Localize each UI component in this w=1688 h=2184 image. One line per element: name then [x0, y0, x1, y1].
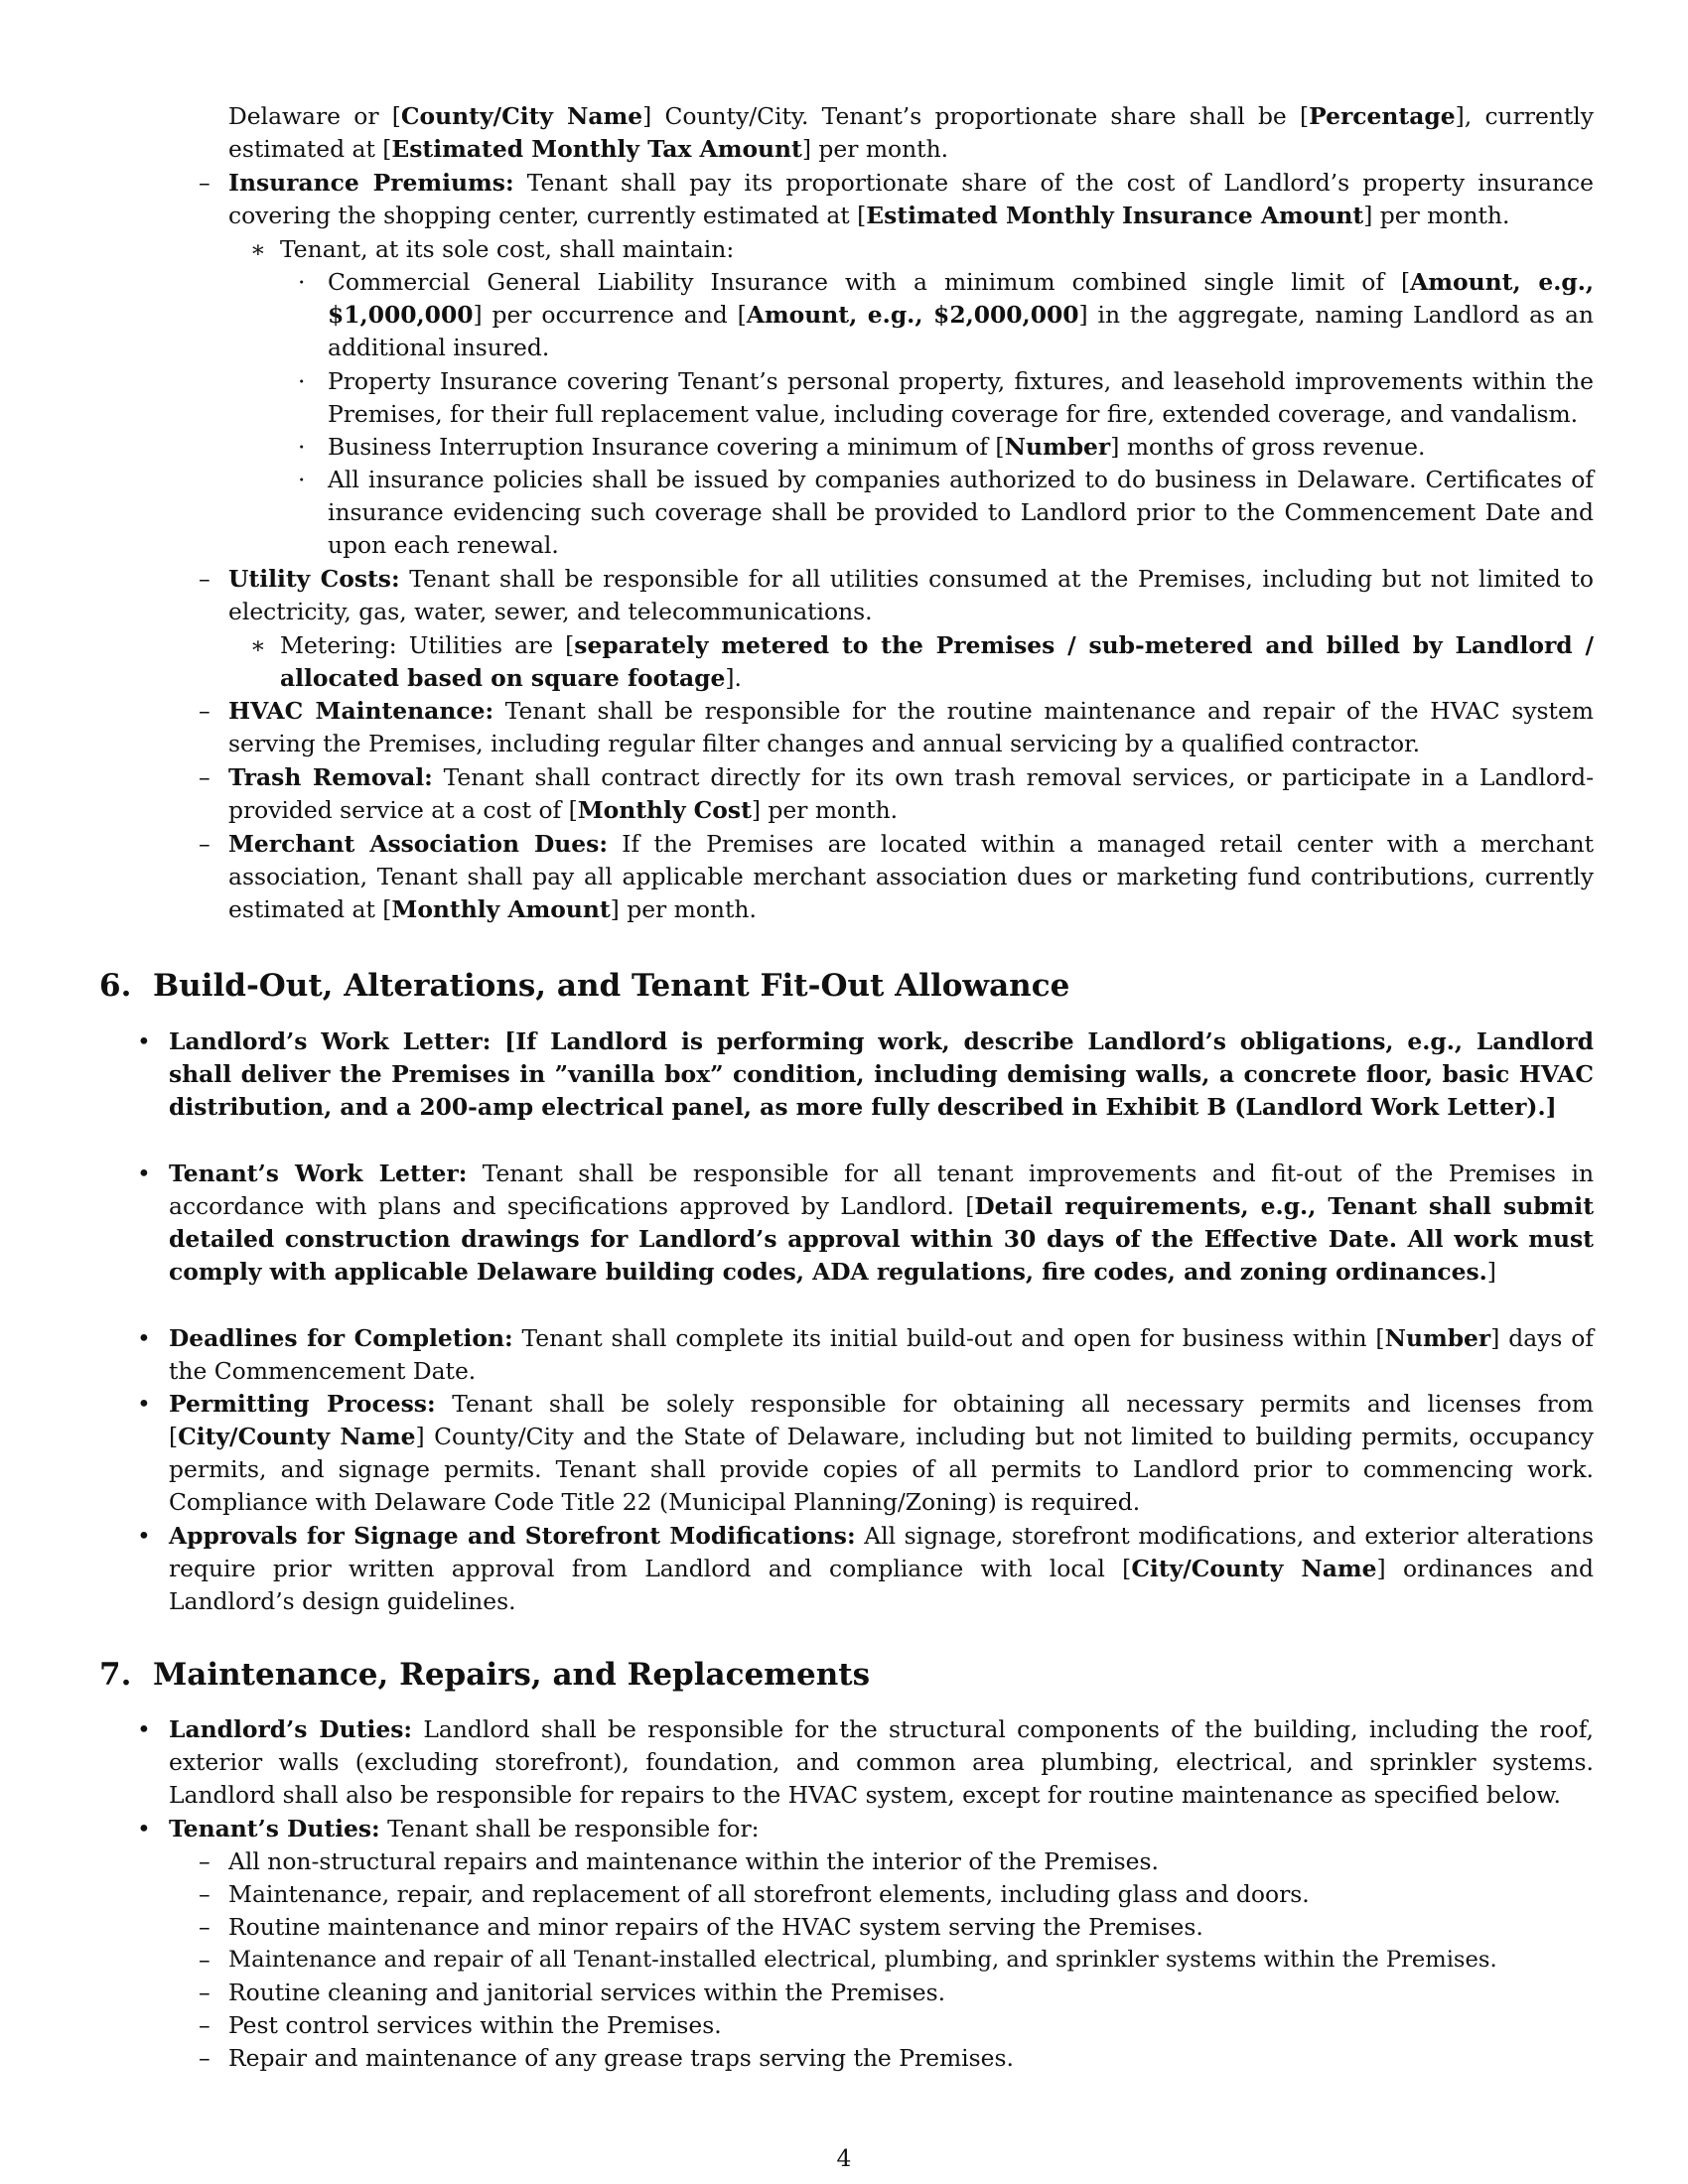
dash-bullet: –: [199, 1880, 211, 1908]
merchant-association-label: Merchant Association Dues:: [228, 830, 608, 858]
dash-bullet: –: [199, 1946, 211, 1974]
round-bullet: •: [137, 1160, 151, 1187]
round-bullet: •: [137, 1522, 151, 1550]
list-item: All non-structural repairs and maintenance within the interior of the Premises.: [228, 1847, 1159, 1875]
dot-bullet: ·: [298, 433, 306, 461]
utility-costs-item: Utility Costs: Tenant shall be responsible for all utilities consumed at the Premises, including but not limited to electricity, gas, water, sewer, and telecommunications.: [228, 565, 1594, 625]
deadlines-item: Deadlines for Completion: Tenant shall complete its initial build-out and open for business within [Number] days of the Commencement Date.: [169, 1324, 1594, 1385]
landlord-work-letter-item: Landlord’s Work Letter: [If Landlord is performing work, describe Landlord’s obligations, e.g., Landlord shall deliver the Premises in ”vanilla box” condition, including demising walls, a concrete floor, basic HVAC distribution, and a 200-amp electrical panel, as more fully described in Exhibit B (Landlord Work Letter).]: [169, 1027, 1594, 1121]
tax-continuation-paragraph: Delaware or [County/City Name] County/City. Tenant’s proportionate share shall be [Percentage], currently estimated at [Estimated Monthly Tax Amount] per month.: [228, 102, 1594, 163]
tenant-work-letter-item: Tenant’s Work Letter: Tenant shall be responsible for all tenant improvements and fit-out of the Premises in accordance with plans and specifications approved by Landlord. [Detail requirements, e.g., Tenant shall submit detailed construction drawings for Landlord’s approval within 30 days of the Effective Date. All work must comply with applicable Delaware building codes, ADA regulations, fire codes, and zoning ordinances.]: [169, 1160, 1595, 1286]
signage-label: Approvals for Signage and Storefront Modifications:: [169, 1522, 856, 1550]
asterisk-bullet: ∗: [250, 631, 266, 659]
round-bullet: •: [137, 1390, 151, 1418]
section-7-heading: 7. Maintenance, Repairs, and Replacements: [99, 1657, 871, 1693]
dash-bullet: –: [199, 1847, 211, 1875]
dash-bullet: –: [199, 2044, 211, 2072]
section-6-heading: 6. Build-Out, Alterations, and Tenant Fit-Out Allowance: [99, 968, 1070, 1004]
tenant-duties-label: Tenant’s Duties:: [169, 1815, 380, 1843]
utility-costs-label: Utility Costs:: [228, 565, 400, 593]
dash-bullet: –: [199, 697, 211, 725]
trash-removal-label: Trash Removal:: [228, 763, 433, 791]
trash-removal-item: Trash Removal: Tenant shall contract directly for its own trash removal services, or participate in a Landlord-provided service at a cost of [Monthly Cost] per month.: [228, 763, 1594, 824]
tenant-work-letter-label: Tenant’s Work Letter:: [169, 1160, 468, 1187]
round-bullet: •: [137, 1815, 151, 1843]
insurance-policies-item: All insurance policies shall be issued by companies authorized to do business in Delaware. Certificates of insurance evidencing such coverage shall be provided to Landlord prior to the Commencement Date and upon each renewal.: [328, 466, 1594, 559]
metering-item: Metering: Utilities are [separately metered to the Premises / sub-metered and billed by Landlord / allocated based on square footage].: [280, 631, 1594, 692]
landlord-duties-item: Landlord’s Duties: Landlord shall be responsible for the structural components of the building, including the roof, exterior walls (excluding storefront), foundation, and common area plumbing, electrical, and sprinkler systems. Landlord shall also be responsible for repairs to the HVAC system, except for routine maintenance as specified below.: [169, 1715, 1594, 1809]
dash-bullet: –: [199, 1979, 211, 2006]
dash-bullet: –: [199, 1913, 211, 1941]
dot-bullet: ·: [298, 367, 306, 395]
business-interruption-item: Business Interruption Insurance covering a minimum of [Number] months of gross revenue.: [328, 433, 1426, 461]
list-item: Pest control services within the Premises.: [228, 2011, 722, 2039]
list-item: Routine maintenance and minor repairs of the HVAC system serving the Premises.: [228, 1913, 1203, 1941]
dash-bullet: –: [199, 763, 211, 791]
dash-bullet: –: [199, 830, 211, 858]
dot-bullet: ·: [298, 466, 306, 493]
deadlines-label: Deadlines for Completion:: [169, 1324, 513, 1352]
hvac-maintenance-label: HVAC Maintenance:: [228, 697, 494, 725]
page-number: 4: [836, 2144, 852, 2172]
tenant-duties-item: Tenant’s Duties: Tenant shall be responsible for:: [169, 1815, 760, 1843]
signage-item: Approvals for Signage and Storefront Modifications: All signage, storefront modifications, and exterior alterations require prior written approval from Landlord and compliance with local [City/County Name] ordinances and Landlord’s design guidelines.: [169, 1522, 1594, 1615]
tenant-maintain-item: Tenant, at its sole cost, shall maintain:: [280, 235, 735, 263]
dash-bullet: –: [199, 169, 211, 197]
insurance-premiums-item: Insurance Premiums: Tenant shall pay its proportionate share of the cost of Landlord’s property insurance covering the shopping center, currently estimated at [Estimated Monthly Insurance Amount] per month.: [228, 169, 1594, 229]
permitting-item: Permitting Process: Tenant shall be solely responsible for obtaining all necessary permits and licenses from [City/County Name] County/City and the State of Delaware, including but not limited to building permits, occupancy permits, and signage permits. Tenant shall provide copies of all permits to Landlord prior to commencing work. Compliance with Delaware Code Title 22 (Municipal Planning/Zoning) is required.: [169, 1390, 1594, 1516]
property-insurance-item: Property Insurance covering Tenant’s personal property, fixtures, and leasehold improvements within the Premises, for their full replacement value, including coverage for fire, extended coverage, and vandalism.: [328, 367, 1594, 428]
dash-bullet: –: [199, 2011, 211, 2039]
permitting-label: Permitting Process:: [169, 1390, 436, 1418]
round-bullet: •: [137, 1715, 151, 1743]
hvac-maintenance-item: HVAC Maintenance: Tenant shall be responsible for the routine maintenance and repair of the HVAC system serving the Premises, including regular filter changes and annual servicing by a qualified contractor.: [228, 697, 1594, 757]
landlord-duties-label: Landlord’s Duties:: [169, 1715, 413, 1743]
asterisk-bullet: ∗: [250, 235, 266, 263]
insurance-premiums-label: Insurance Premiums:: [228, 169, 514, 197]
list-item: Maintenance and repair of all Tenant-installed electrical, plumbing, and sprinkler systems within the Premises.: [228, 1947, 1497, 1973]
round-bullet: •: [137, 1027, 151, 1055]
merchant-association-item: Merchant Association Dues: If the Premises are located within a managed retail center with a merchant association, Tenant shall pay all applicable merchant association dues or marketing fund contributions, currently estimated at [Monthly Amount] per month.: [228, 830, 1594, 923]
round-bullet: •: [137, 1324, 151, 1352]
list-item: Routine cleaning and janitorial services within the Premises.: [228, 1979, 946, 2006]
list-item: Maintenance, repair, and replacement of all storefront elements, including glass and doors.: [228, 1880, 1310, 1908]
dot-bullet: ·: [298, 268, 306, 296]
cgl-insurance-item: Commercial General Liability Insurance with a minimum combined single limit of [Amount, e.g., $1,000,000] per occurrence and [Amount, e.g., $2,000,000] in the aggregate, naming Landlord as an additional insured.: [328, 268, 1594, 361]
landlord-work-letter-label: Landlord’s Work Letter:: [169, 1027, 492, 1055]
dash-bullet: –: [199, 565, 211, 593]
list-item: Repair and maintenance of any grease traps serving the Premises.: [228, 2044, 1014, 2072]
